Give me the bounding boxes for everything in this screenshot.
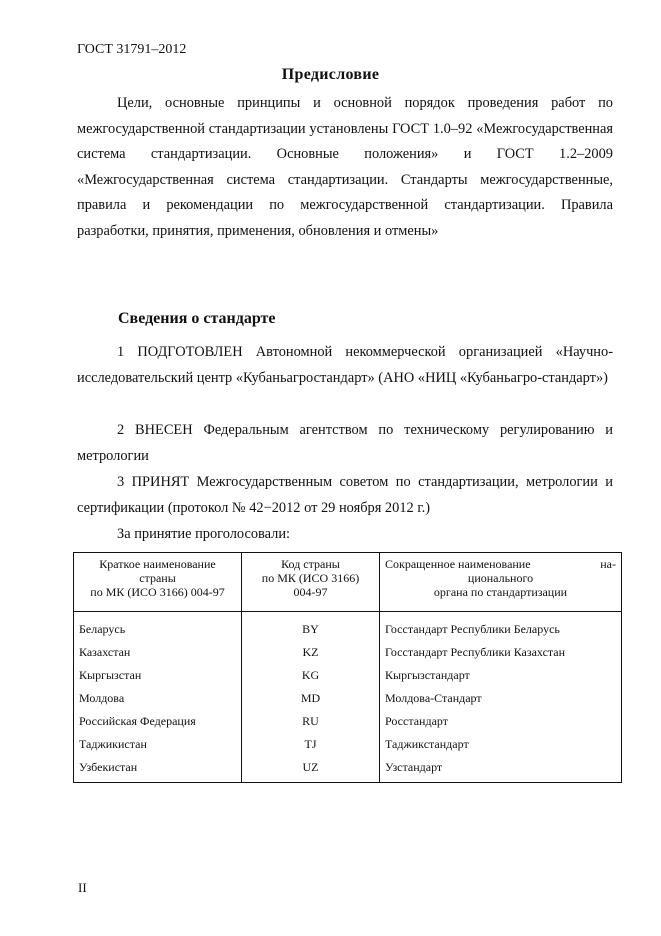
standard-info-heading: Сведения о стандарте	[118, 310, 276, 327]
page-number: II	[78, 880, 87, 895]
cell-code: MD	[242, 686, 380, 709]
header-organ-name: Сокращенное наименование на- ционального органа по стандартизации	[380, 553, 622, 612]
header-country-code: Код страны по МК (ИСО 3166) 004-97	[242, 553, 380, 612]
cell-organ: Росстандарт	[380, 709, 622, 732]
info-item-2: 2 ВНЕСЕН Федеральным агентством по техническому регулированию и метрологии	[77, 422, 613, 464]
cell-country: Узбекистан	[74, 755, 242, 783]
foreword-title: Предисловие	[281, 66, 380, 83]
cell-country: Кыргызстан	[74, 663, 242, 686]
table-header-row	[74, 553, 622, 612]
cell-code: KG	[242, 663, 380, 686]
table-row	[74, 640, 622, 663]
table-row	[74, 709, 622, 732]
cell-code: TJ	[242, 732, 380, 755]
cell-organ: Госстандарт Республики Беларусь	[380, 612, 622, 641]
cell-organ: Таджикстандарт	[380, 732, 622, 755]
cell-organ: Госстандарт Республики Казахстан	[380, 640, 622, 663]
cell-organ: Молдова-Стандарт	[380, 686, 622, 709]
cell-code: BY	[242, 612, 380, 641]
table-row	[74, 663, 622, 686]
cell-country: Молдова	[74, 686, 242, 709]
foreword-paragraph: Цели, основные принципы и основной порядок проведения работ по межгосударственной стандартизации установлены ГОСТ 1.0–92 «Межгосударственная система стандартизации. Основные положения» и ГОСТ 1.2–2009 «Межгосударственная система стандартизации. Стандарты межгосударственные, правила и рекомендации по межгосударственной стандартизации. Правила разработки, принятия, применения, обновления и отмены»	[77, 95, 613, 239]
voted-label: За принятие проголосовали:	[117, 526, 291, 542]
info-item-1: 1 ПОДГОТОВЛЕН Автономной некоммерческой организацией «Научно-исследовательский центр «Кубаньагростандарт» (АНО «НИЦ «Кубаньагро-стандарт»)	[77, 344, 613, 386]
cell-organ: Узстандарт	[380, 755, 622, 783]
document-code: ГОСТ 31791–2012	[77, 42, 187, 57]
table-row	[74, 686, 622, 709]
cell-organ: Кыргызстандарт	[380, 663, 622, 686]
cell-country: Таджикистан	[74, 732, 242, 755]
info-item-3: 3 ПРИНЯТ Межгосударственным советом по стандартизации, метрологии и сертификации (протокол № 42−2012 от 29 ноября 2012 г.)	[77, 474, 613, 516]
cell-code: UZ	[242, 755, 380, 783]
voting-table	[73, 552, 622, 783]
cell-country: Казахстан	[74, 640, 242, 663]
cell-code: RU	[242, 709, 380, 732]
table-row	[74, 732, 622, 755]
header-country-name: Краткое наименование страны по МК (ИСО 3166) 004-97	[74, 553, 242, 612]
cell-country: Беларусь	[74, 612, 242, 641]
table-row	[74, 612, 622, 641]
cell-code: KZ	[242, 640, 380, 663]
table-row	[74, 755, 622, 783]
cell-country: Российская Федерация	[74, 709, 242, 732]
